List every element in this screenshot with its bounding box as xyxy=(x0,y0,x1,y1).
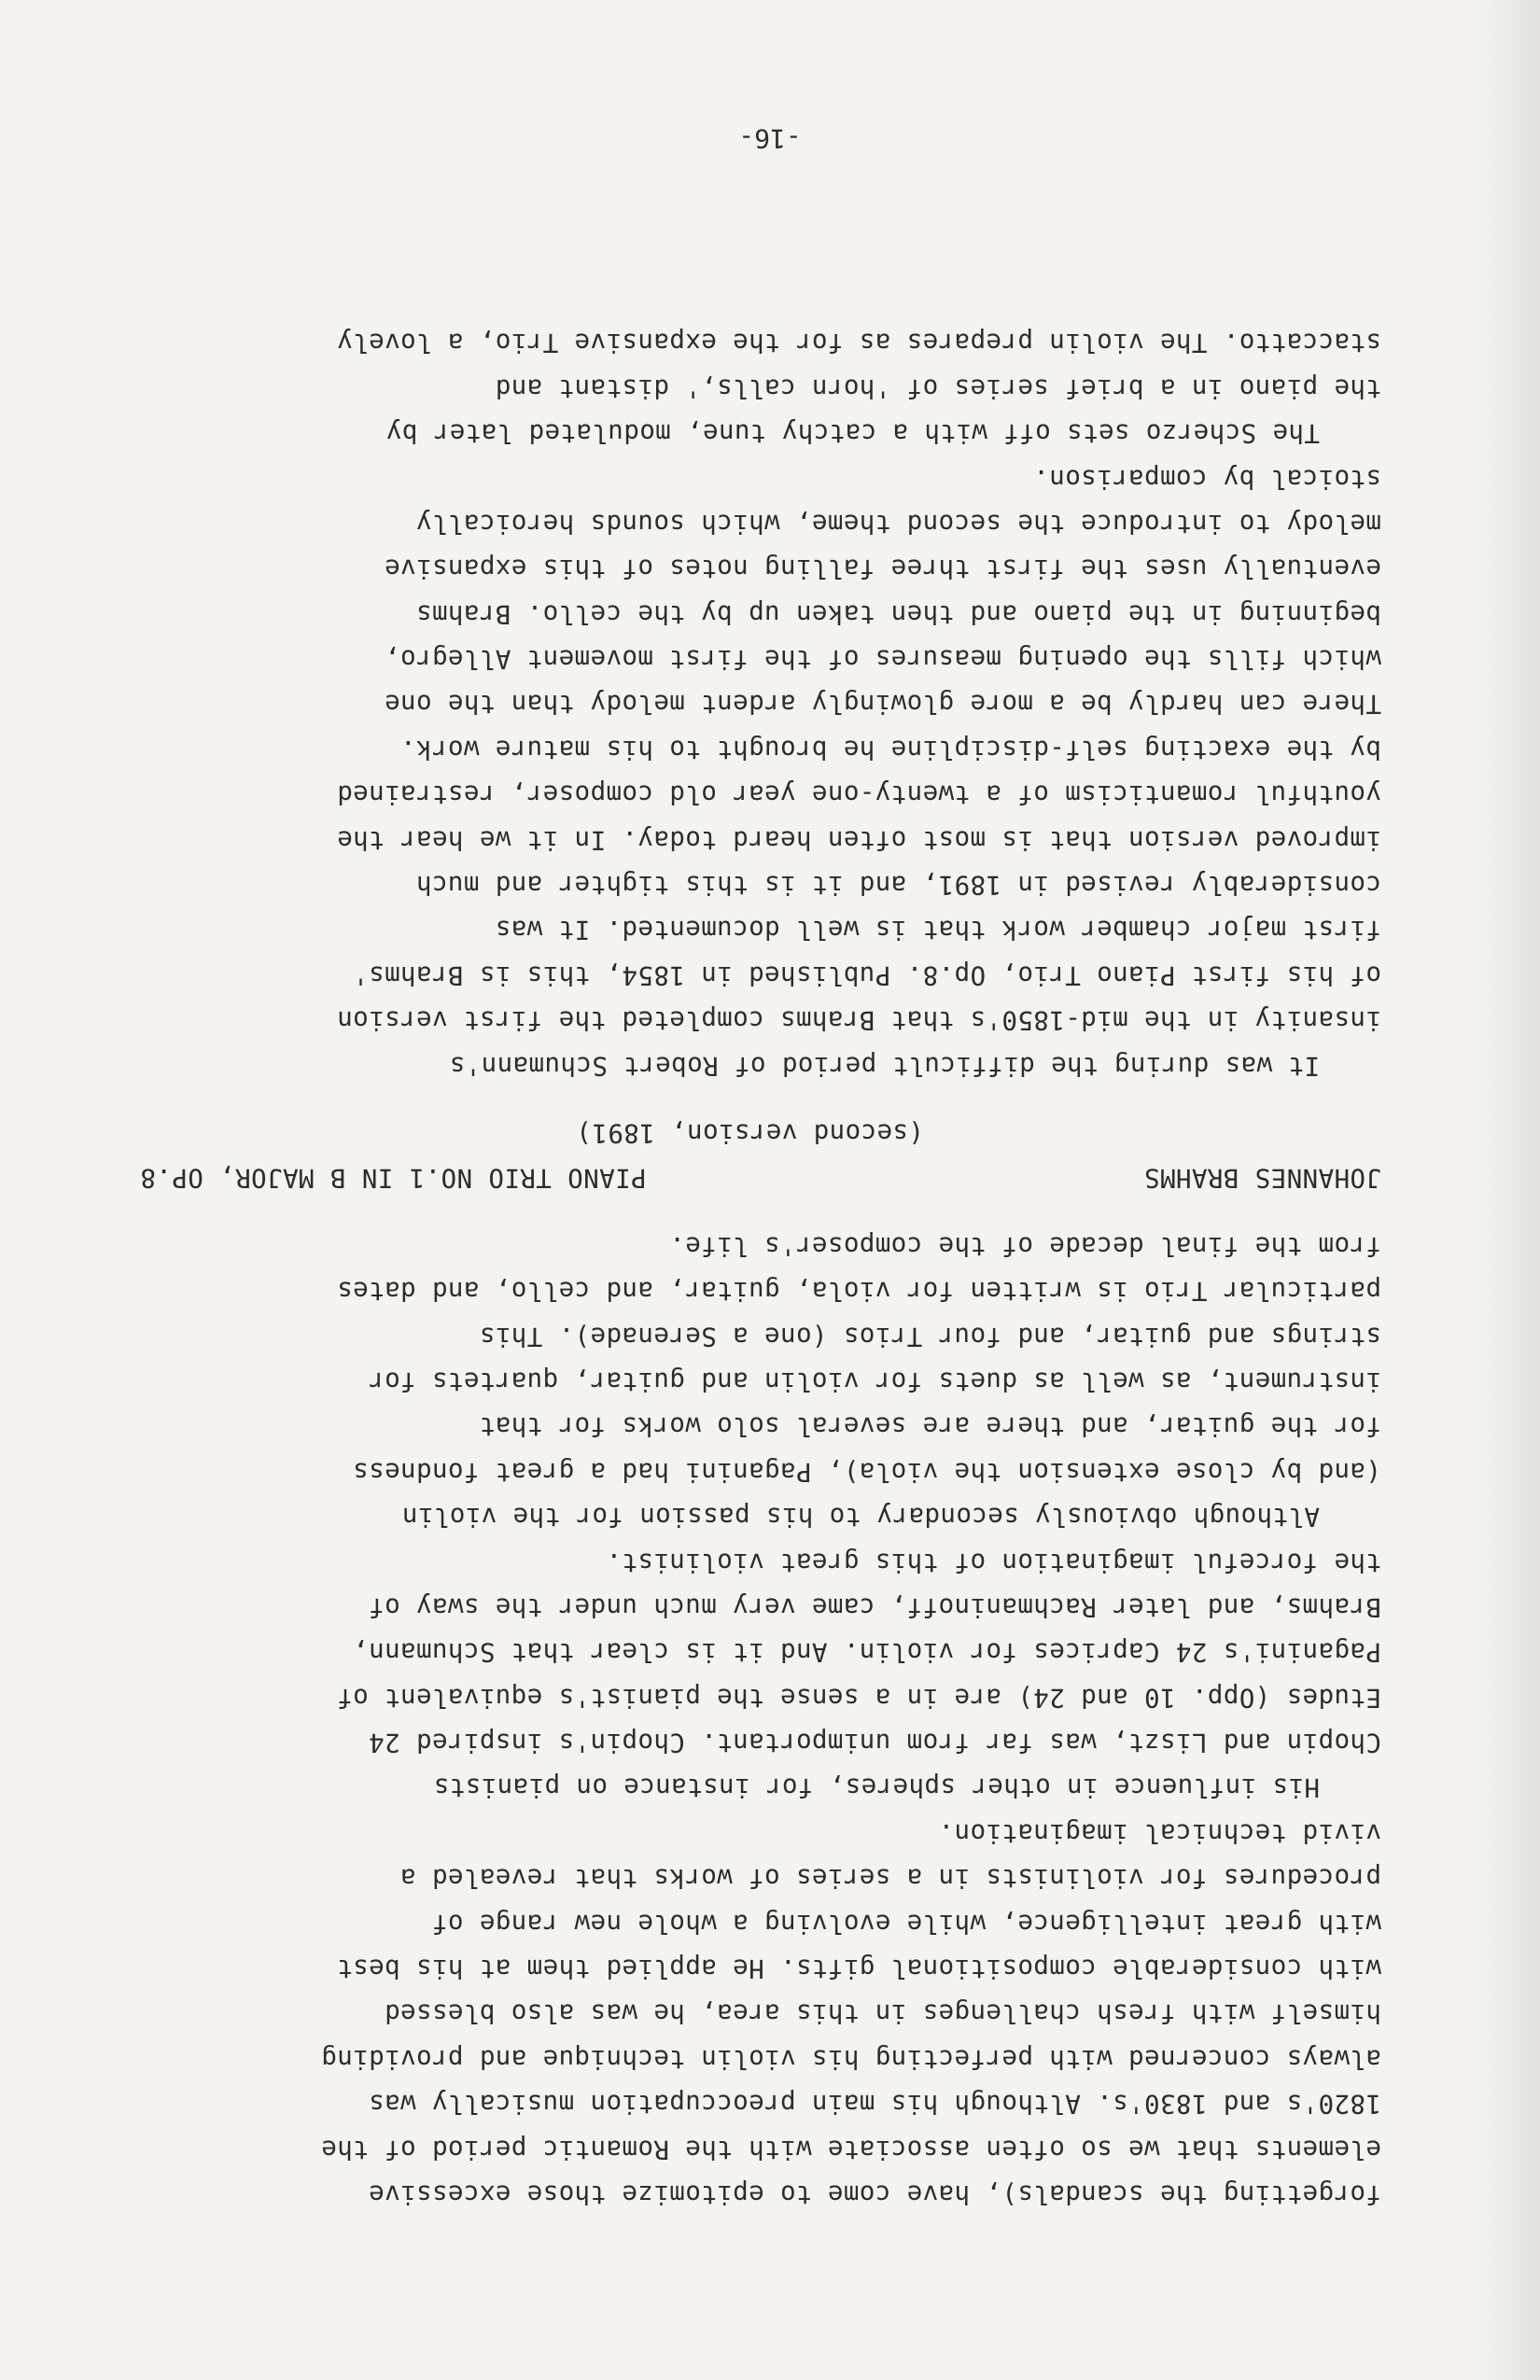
piece-version: (second version, 1891) xyxy=(575,1118,924,1149)
text-line: stoical by comparison. xyxy=(1032,463,1381,494)
text-line: with great intelligence, while evolving a whole new range of xyxy=(431,1908,1381,1939)
text-line: forgetting the scandals), have come to epitomize those excessive xyxy=(368,2179,1381,2209)
text-line: improved version that is most often heard today. In it we hear the xyxy=(336,824,1381,855)
text-line: Chopin and Liszt, was far from unimportant. Chopin's inspired 24 xyxy=(368,1728,1381,1758)
text-line: the piano in a brief series of 'horn calls,' distant and xyxy=(495,372,1381,403)
text-line: of his first Piano Trio, Op.8. Published in 1854, this is Brahms' xyxy=(352,959,1381,990)
text-line: Etudes (Opp. 10 and 24) are in a sense the pianist's equivalent of xyxy=(336,1682,1381,1713)
text-line: strings and guitar, and four Trios (one a Serenade). This xyxy=(479,1321,1381,1351)
text-line: eventually uses the first three falling notes of this expansive xyxy=(384,553,1381,584)
text-line: by the exacting self-discipline he brought to his mature work. xyxy=(399,734,1381,764)
text-line: 1820's and 1830's. Although his main preoccupation musically was xyxy=(368,2089,1381,2120)
text-line: considerably revised in 1891, and it is this tighter and much xyxy=(415,870,1381,901)
text-line: elements that we so often associate with the Romantic period of the xyxy=(320,2134,1381,2164)
text-line: which fills the opening measures of the first movement Allegro, xyxy=(384,644,1381,675)
text-line: himself with fresh challenges in this area, he was also blessed xyxy=(384,1998,1381,2029)
text-line: melody to introduce the second theme, which sounds heroically xyxy=(415,508,1381,539)
text-line: beginning in the piano and then taken up by the cello. Brahms xyxy=(415,598,1381,629)
text-line: instrument, as well as duets for violin and guitar, quartets for xyxy=(368,1365,1381,1396)
text-line: first major chamber work that is well documented. It was xyxy=(495,915,1381,945)
page-edge-shadow xyxy=(1475,0,1540,2380)
text-line: from the final decade of the composer's life. xyxy=(668,1230,1381,1261)
text-line: always concerned with perfecting his violin technique and providing xyxy=(320,2043,1381,2074)
page-number: -16- xyxy=(738,123,802,154)
text-line: particular Trio is written for viola, guitar, and cello, and dates xyxy=(336,1276,1381,1307)
text-line: Paganini's 24 Caprices for violin. And it is clear that Schumann, xyxy=(352,1637,1381,1668)
text-line: staccatto. The violin prepares as for the expansive Trio, a lovely xyxy=(336,328,1381,358)
text-line: Brahms, and later Rachmaninoff, came very much under the sway of xyxy=(368,1591,1381,1622)
text-line: It was during the difficult period of Robert Schumann's xyxy=(449,1050,1320,1081)
paganini-section xyxy=(140,1223,1381,2217)
text-line: youthful romanticism of a twenty-one year old composer, restrained xyxy=(336,779,1381,810)
text-line: procedures for violinists in a series of works that revealed a xyxy=(399,1863,1381,1894)
text-line: vivid technical imagination. xyxy=(938,1817,1381,1848)
text-line: insanity in the mid-1850's that Brahms completed the first version xyxy=(336,1005,1381,1036)
composer-name: JOHANNES BRAHMS xyxy=(1143,1163,1381,1194)
text-line: The Scherzo sets off with a catchy tune, modulated later by xyxy=(385,418,1320,449)
text-line: the forceful imagination of this great violinist. xyxy=(606,1547,1381,1577)
text-line: for the guitar, and there are several solo works for that xyxy=(479,1411,1381,1442)
piece-header xyxy=(140,1111,1381,1201)
text-line: (and by close extension the viola), Paganini had a great fondness xyxy=(352,1456,1381,1487)
text-line: His influence in other spheres, for instance on pianists xyxy=(433,1772,1320,1803)
page-body xyxy=(140,320,1381,2217)
text-line: with considerable compositional gifts. He applied them at his best xyxy=(336,1953,1381,1984)
brahms-section xyxy=(140,320,1381,1088)
text-line: Although obviously secondary to his passion for the violin xyxy=(401,1502,1320,1533)
text-line: There can hardly be a more glowingly ardent melody than the one xyxy=(384,689,1381,720)
piece-title: PIANO TRIO NO.1 IN B MAJOR, OP.8 xyxy=(140,1163,647,1194)
